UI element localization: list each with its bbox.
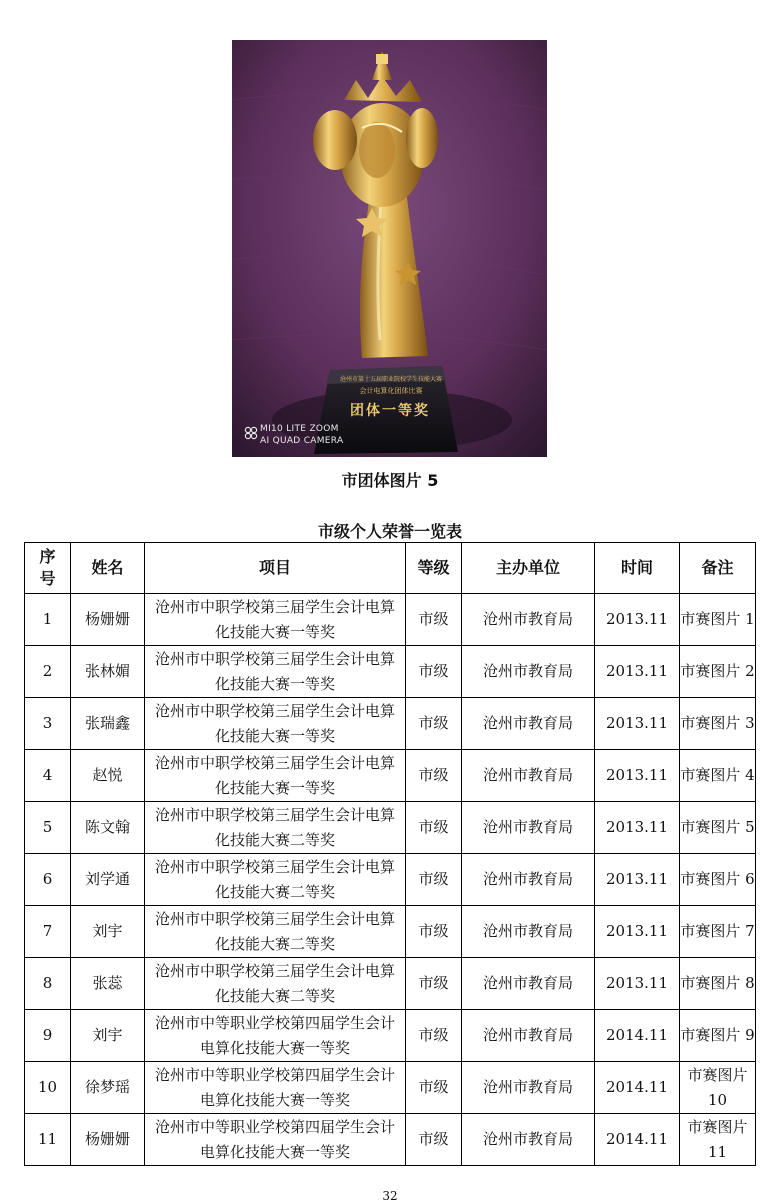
table-row — [25, 1114, 756, 1166]
cell-project: 沧州市中等职业学校第四届学生会计电算化技能大赛一等奖 — [145, 1010, 406, 1062]
table-row — [25, 906, 756, 958]
cell-level: 市级 — [406, 646, 462, 698]
cell-date: 2013.11 — [595, 958, 680, 1010]
table-title: 市级个人荣誉一览表 — [317, 522, 462, 541]
cell-organizer: 沧州市教育局 — [462, 594, 595, 646]
cell-note: 市赛图片 2 — [680, 646, 756, 698]
trophy-photo — [232, 40, 547, 457]
cell-note: 市赛图片 7 — [680, 906, 756, 958]
cell-level: 市级 — [406, 906, 462, 958]
cell-no: 6 — [25, 854, 71, 906]
table-row — [25, 802, 756, 854]
camera-watermark-model: MI10 LITE ZOOM — [260, 424, 339, 434]
cell-no: 3 — [25, 698, 71, 750]
cell-no: 11 — [25, 1114, 71, 1166]
cell-project: 沧州市中职学校第三届学生会计电算化技能大赛一等奖 — [145, 698, 406, 750]
cell-level: 市级 — [406, 750, 462, 802]
cell-note: 市赛图片 6 — [680, 854, 756, 906]
table-row — [25, 750, 756, 802]
cell-name: 赵悦 — [71, 750, 145, 802]
cell-date: 2013.11 — [595, 854, 680, 906]
photo-caption: 市团体图片 5 — [341, 471, 439, 490]
cell-name: 刘学通 — [71, 854, 145, 906]
table-row — [25, 698, 756, 750]
cell-no: 1 — [25, 594, 71, 646]
cell-level: 市级 — [406, 1114, 462, 1166]
cell-level: 市级 — [406, 854, 462, 906]
cell-no: 5 — [25, 802, 71, 854]
plaque-text-1: 沧州市第十五届职业院校学生技能大赛 — [339, 376, 442, 383]
cell-project: 沧州市中职学校第三届学生会计电算化技能大赛一等奖 — [145, 750, 406, 802]
cell-no: 8 — [25, 958, 71, 1010]
table-row — [25, 1062, 756, 1114]
cell-organizer: 沧州市教育局 — [462, 1062, 595, 1114]
camera-watermark-sub: AI QUAD CAMERA — [260, 436, 344, 446]
cell-name: 张林媚 — [71, 646, 145, 698]
cell-project: 沧州市中职学校第三届学生会计电算化技能大赛一等奖 — [145, 594, 406, 646]
cell-note: 市赛图片 9 — [680, 1010, 756, 1062]
header-level: 等级 — [406, 543, 462, 594]
cell-name: 陈文翰 — [71, 802, 145, 854]
cell-name: 刘宇 — [71, 1010, 145, 1062]
page-number: 32 — [382, 1189, 398, 1203]
header-organizer: 主办单位 — [462, 543, 595, 594]
cell-no: 9 — [25, 1010, 71, 1062]
header-name: 姓名 — [71, 543, 145, 594]
table-row — [25, 1010, 756, 1062]
honors-table — [24, 542, 756, 1166]
cell-level: 市级 — [406, 1062, 462, 1114]
cell-note: 市赛图片 4 — [680, 750, 756, 802]
cell-note: 市赛图片 8 — [680, 958, 756, 1010]
table-row — [25, 594, 756, 646]
cell-date: 2014.11 — [595, 1062, 680, 1114]
cell-date: 2013.11 — [595, 750, 680, 802]
cell-name: 徐梦瑶 — [71, 1062, 145, 1114]
cell-organizer: 沧州市教育局 — [462, 750, 595, 802]
cell-no: 10 — [25, 1062, 71, 1114]
cell-project: 沧州市中职学校第三届学生会计电算化技能大赛二等奖 — [145, 802, 406, 854]
cell-project: 沧州市中职学校第三届学生会计电算化技能大赛二等奖 — [145, 906, 406, 958]
cell-note: 市赛图片 5 — [680, 802, 756, 854]
cell-no: 4 — [25, 750, 71, 802]
table-row — [25, 958, 756, 1010]
cell-note: 市赛图片 11 — [680, 1114, 756, 1166]
cell-date: 2013.11 — [595, 906, 680, 958]
cell-name: 杨姗姗 — [71, 1114, 145, 1166]
cell-date: 2014.11 — [595, 1010, 680, 1062]
cell-date: 2013.11 — [595, 698, 680, 750]
cell-date: 2013.11 — [595, 802, 680, 854]
cell-organizer: 沧州市教育局 — [462, 646, 595, 698]
cell-level: 市级 — [406, 958, 462, 1010]
cell-level: 市级 — [406, 802, 462, 854]
header-project: 项目 — [145, 543, 406, 594]
table-row — [25, 854, 756, 906]
cell-project: 沧州市中等职业学校第四届学生会计电算化技能大赛一等奖 — [145, 1114, 406, 1166]
header-no: 序 号 — [25, 543, 71, 594]
cell-project: 沧州市中等职业学校第四届学生会计电算化技能大赛一等奖 — [145, 1062, 406, 1114]
cell-date: 2013.11 — [595, 594, 680, 646]
cell-project: 沧州市中职学校第三届学生会计电算化技能大赛二等奖 — [145, 958, 406, 1010]
cell-note: 市赛图片 10 — [680, 1062, 756, 1114]
cell-date: 2013.11 — [595, 646, 680, 698]
plaque-text-2: 会计电算化团体比赛 — [359, 387, 423, 395]
cell-organizer: 沧州市教育局 — [462, 1114, 595, 1166]
cell-name: 杨姗姗 — [71, 594, 145, 646]
cell-no: 7 — [25, 906, 71, 958]
cell-name: 张瑞鑫 — [71, 698, 145, 750]
cell-date: 2014.11 — [595, 1114, 680, 1166]
cell-organizer: 沧州市教育局 — [462, 854, 595, 906]
cell-name: 张蕊 — [71, 958, 145, 1010]
table-row — [25, 646, 756, 698]
cell-organizer: 沧州市教育局 — [462, 698, 595, 750]
camera-lens-icon — [244, 426, 258, 440]
cell-organizer: 沧州市教育局 — [462, 958, 595, 1010]
cell-organizer: 沧州市教育局 — [462, 906, 595, 958]
cell-note: 市赛图片 1 — [680, 594, 756, 646]
cell-no: 2 — [25, 646, 71, 698]
cell-name: 刘宇 — [71, 906, 145, 958]
cell-level: 市级 — [406, 594, 462, 646]
plaque-award: 团体一等奖 — [350, 403, 430, 419]
cell-organizer: 沧州市教育局 — [462, 1010, 595, 1062]
cell-level: 市级 — [406, 1010, 462, 1062]
header-date: 时间 — [595, 543, 680, 594]
table-header-row — [25, 543, 756, 594]
cell-project: 沧州市中职学校第三届学生会计电算化技能大赛一等奖 — [145, 646, 406, 698]
cell-note: 市赛图片 3 — [680, 698, 756, 750]
cell-organizer: 沧州市教育局 — [462, 802, 595, 854]
cell-project: 沧州市中职学校第三届学生会计电算化技能大赛二等奖 — [145, 854, 406, 906]
cell-level: 市级 — [406, 698, 462, 750]
header-note: 备注 — [680, 543, 756, 594]
